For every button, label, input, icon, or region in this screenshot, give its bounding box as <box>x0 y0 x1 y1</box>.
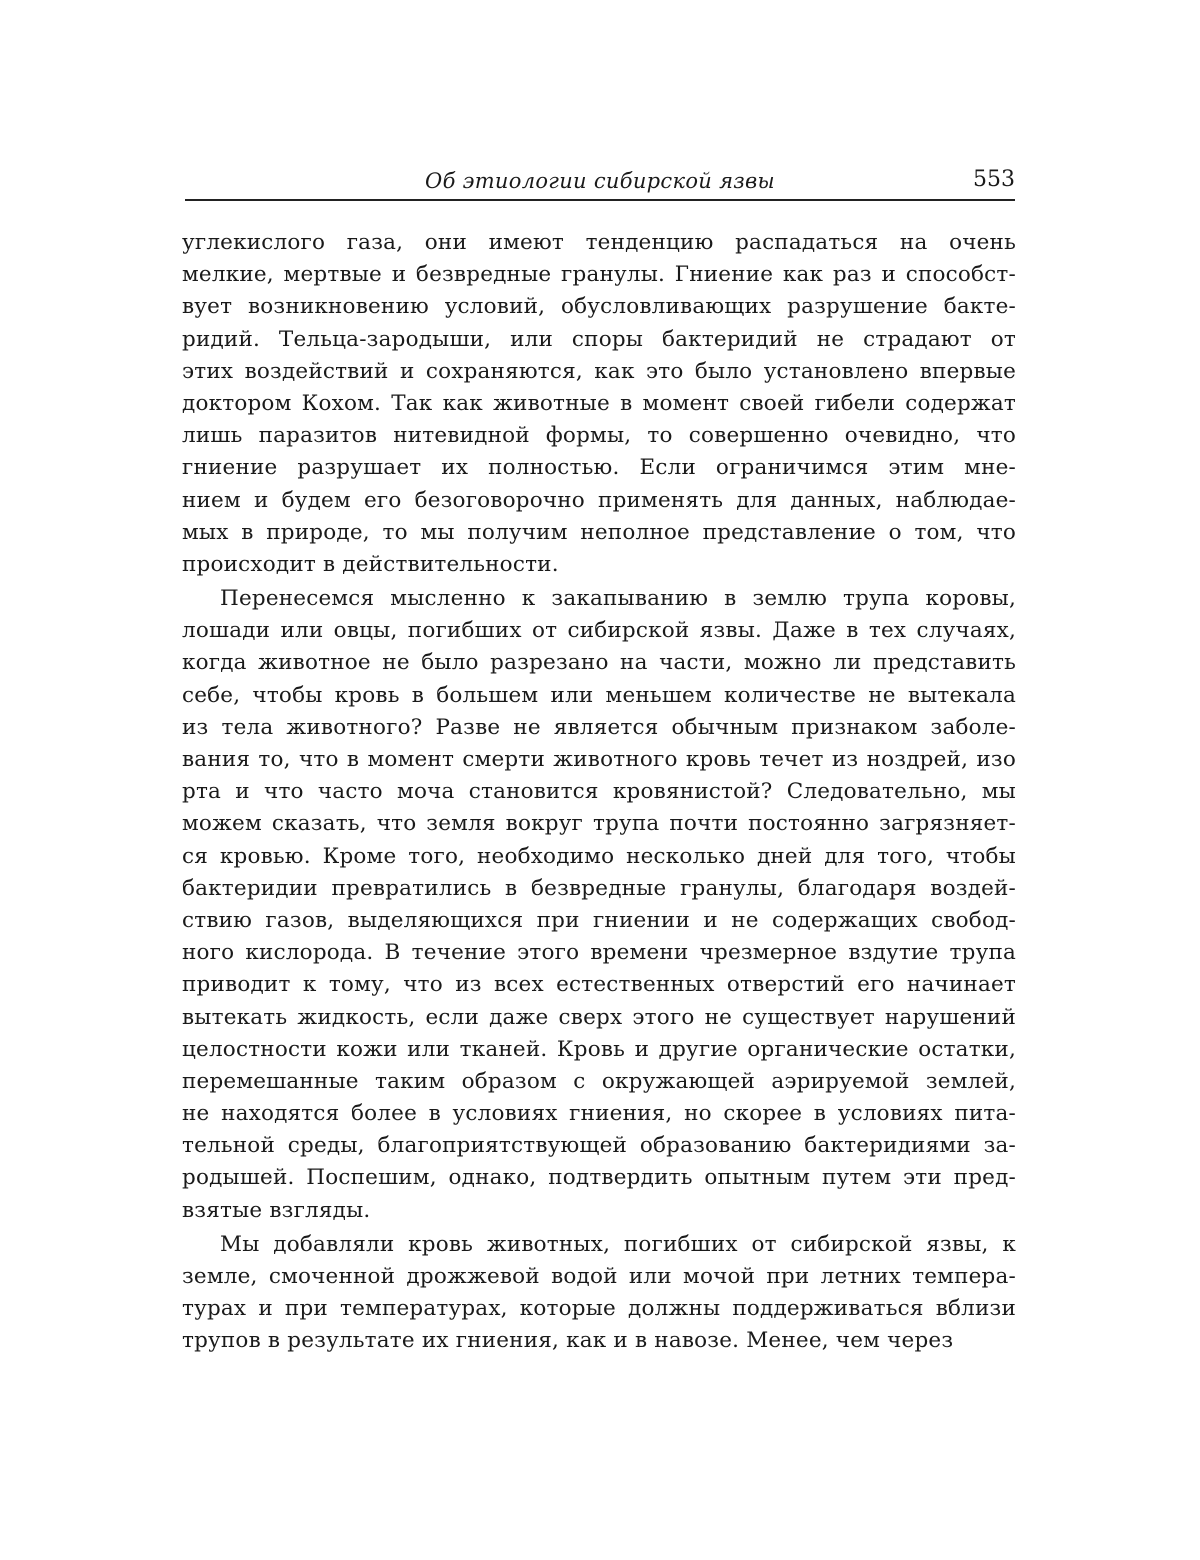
text-line: нием и будем его безоговорочно применять для данных, наблюдае- <box>182 485 1016 517</box>
text-line: земле, смоченной дрожжевой водой или мочой при летних темпера- <box>182 1261 1016 1293</box>
body-text <box>182 227 1016 1360</box>
text-line: трупов в результате их гниения, как и в навозе. Менее, чем через <box>182 1325 1016 1357</box>
text-line: мых в природе, то мы получим неполное представление о том, что <box>182 517 1016 549</box>
text-line: из тела животного? Разве не является обычным признаком заболе- <box>182 712 1016 744</box>
text-line: рта и что часто моча становится кровянистой? Следовательно, мы <box>182 776 1016 808</box>
text-line: лишь паразитов нитевидной формы, то совершенно очевидно, что <box>182 420 1016 452</box>
paragraph <box>182 227 1016 581</box>
text-line: турах и при температурах, которые должны поддерживаться вблизи <box>182 1293 1016 1325</box>
text-line: доктором Кохом. Так как животные в момент своей гибели содержат <box>182 388 1016 420</box>
text-line: бактеридии превратились в безвредные гранулы, благодаря воздей- <box>182 873 1016 905</box>
text-line: приводит к тому, что из всех естественных отверстий его начинает <box>182 969 1016 1001</box>
running-title: Об этиологии сибирской язвы <box>185 169 1015 193</box>
paragraph <box>182 583 1016 1227</box>
header-rule <box>185 199 1015 201</box>
text-line: лошади или овцы, погибших от сибирской язвы. Даже в тех случаях, <box>182 615 1016 647</box>
text-line: вует возникновению условий, обусловливающих разрушение бакте- <box>182 291 1016 323</box>
paragraph <box>182 1229 1016 1358</box>
page-number: 553 <box>973 167 1015 192</box>
text-line: Мы добавляли кровь животных, погибших от сибирской язвы, к <box>182 1229 1016 1261</box>
text-line: ся кровью. Кроме того, необходимо несколько дней для того, чтобы <box>182 841 1016 873</box>
text-line: родышей. Поспешим, однако, подтвердить опытным путем эти пред- <box>182 1162 1016 1194</box>
text-line: себе, чтобы кровь в большем или меньшем количестве не вытекала <box>182 680 1016 712</box>
text-line: целостности кожи или тканей. Кровь и другие органические остатки, <box>182 1034 1016 1066</box>
text-line: мелкие, мертвые и безвредные гранулы. Гниение как раз и способст- <box>182 259 1016 291</box>
text-line: тельной среды, благоприятствующей образованию бактеридиями за- <box>182 1130 1016 1162</box>
document-page <box>0 0 1200 1560</box>
text-line: можем сказать, что земля вокруг трупа почти постоянно загрязняет- <box>182 808 1016 840</box>
running-header <box>185 167 1015 199</box>
text-line: ствию газов, выделяющихся при гниении и не содержащих свобод- <box>182 905 1016 937</box>
text-line: когда животное не было разрезано на части, можно ли представить <box>182 647 1016 679</box>
text-line: Перенесемся мысленно к закапыванию в землю трупа коровы, <box>182 583 1016 615</box>
text-line: не находятся более в условиях гниения, но скорее в условиях пита- <box>182 1098 1016 1130</box>
text-line: перемешанные таким образом с окружающей аэрируемой землей, <box>182 1066 1016 1098</box>
text-line: вытекать жидкость, если даже сверх этого не существует нарушений <box>182 1002 1016 1034</box>
text-line: ного кислорода. В течение этого времени чрезмерное вздутие трупа <box>182 937 1016 969</box>
text-line: ридий. Тельца-зародыши, или споры бактеридий не страдают от <box>182 324 1016 356</box>
text-line: происходит в действительности. <box>182 549 1016 581</box>
text-line: вания то, что в момент смерти животного кровь течет из ноздрей, изо <box>182 744 1016 776</box>
text-line: этих воздействий и сохраняются, как это было установлено впервые <box>182 356 1016 388</box>
text-line: углекислого газа, они имеют тенденцию распадаться на очень <box>182 227 1016 259</box>
text-line: гниение разрушает их полностью. Если ограничимся этим мне- <box>182 452 1016 484</box>
text-line: взятые взгляды. <box>182 1195 1016 1227</box>
